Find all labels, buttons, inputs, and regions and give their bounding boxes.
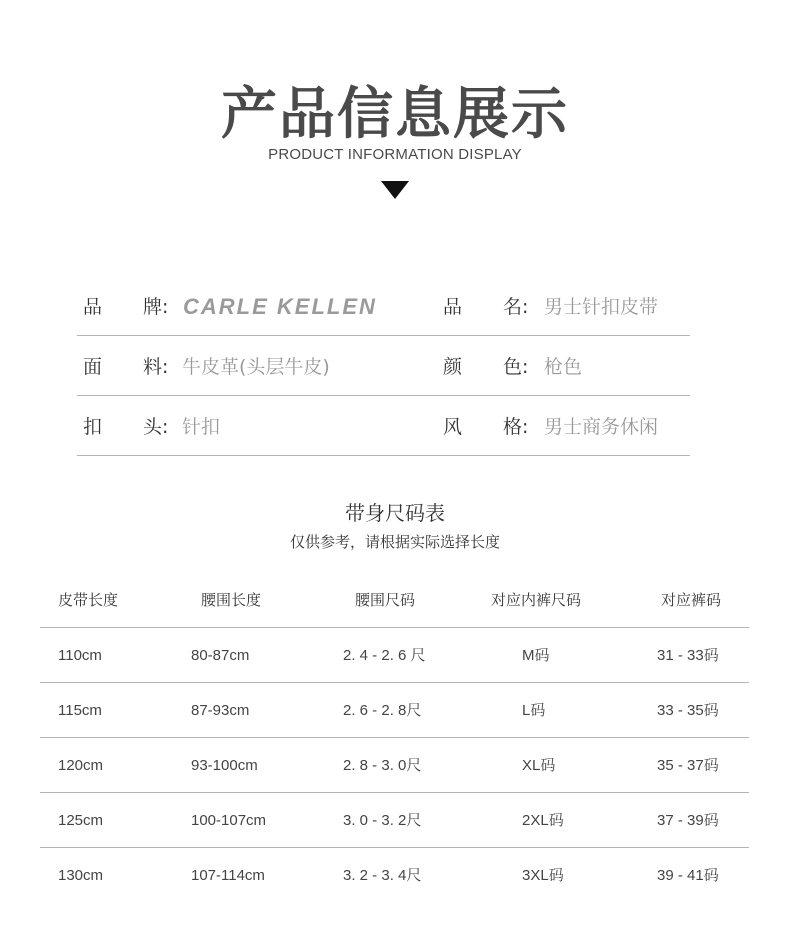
info-value: 男士商务休闲 [544,416,659,438]
table-cell: 115cm [58,702,102,719]
info-label-char: 面 [83,356,103,378]
table-cell: 80-87cm [191,647,250,664]
table-row [40,628,749,683]
table-header [40,572,749,628]
info-value: 男士针扣皮带 [544,296,659,318]
info-label-char: 色: [503,356,529,378]
table-row [40,848,749,902]
table-cell: 3. 2 - 3. 4尺 [343,867,422,884]
table-cell: 2. 4 - 2. 6 尺 [343,647,426,664]
table-cell: XL码 [522,757,556,774]
table-cell: 110cm [58,647,102,664]
info-label-char: 风 [443,416,463,438]
table-row [40,683,749,738]
info-label-char: 颜 [443,356,463,378]
column-header: 对应内裤尺码 [491,591,582,609]
table-row [40,793,749,848]
table-cell: 2XL码 [522,812,564,829]
info-label-char: 品 [83,296,103,318]
brand-logo: CARLE KELLEN [183,294,377,319]
info-value: 牛皮革(头层牛皮) [182,356,330,378]
column-header: 皮带长度 [58,591,119,609]
table-cell: 120cm [58,757,104,774]
info-row [77,396,690,456]
table-cell: 107-114cm [191,867,265,884]
table-row [40,738,749,793]
info-row [77,336,690,396]
table-cell: 33 - 35码 [657,702,719,719]
page-title: 产品信息展示 [221,82,569,147]
info-row [77,276,690,336]
table-cell: 3. 0 - 3. 2尺 [343,812,422,829]
table-cell: 130cm [58,867,104,884]
info-value: 枪色 [544,356,583,378]
info-label-char: 品 [443,296,463,318]
table-cell: 2. 8 - 3. 0尺 [343,757,422,774]
column-header: 腰围长度 [201,591,262,609]
table-cell: 31 - 33码 [657,647,719,664]
table-cell: M码 [522,647,550,664]
info-label-char: 格: [503,416,529,438]
table-cell: 39 - 41码 [657,867,719,884]
table-cell: 35 - 37码 [657,757,719,774]
size-table-subtitle: 仅供参考，请根据实际选择长度 [289,533,500,551]
size-table [40,572,749,902]
size-table-title: 带身尺码表 [345,501,445,525]
table-cell: 87-93cm [191,702,250,719]
product-info-table [77,276,690,456]
table-cell: 93-100cm [191,757,258,774]
info-label-char: 名: [503,296,529,318]
column-header: 对应裤码 [661,591,722,609]
table-cell: 125cm [58,812,104,829]
column-header: 腰围尺码 [355,591,416,609]
info-label-char: 牌: [143,296,169,318]
info-label-char: 扣 [83,416,103,438]
info-label-char: 头: [143,416,169,438]
table-cell: 37 - 39码 [657,812,719,829]
info-label-char: 料: [143,356,169,378]
info-value: 针扣 [182,416,221,438]
table-cell: L码 [522,702,546,719]
table-cell: 3XL码 [522,867,564,884]
table-cell: 100-107cm [191,812,267,829]
table-cell: 2. 6 - 2. 8尺 [343,702,422,719]
down-triangle-icon [381,181,409,199]
page-subtitle: PRODUCT INFORMATION DISPLAY [268,146,522,163]
